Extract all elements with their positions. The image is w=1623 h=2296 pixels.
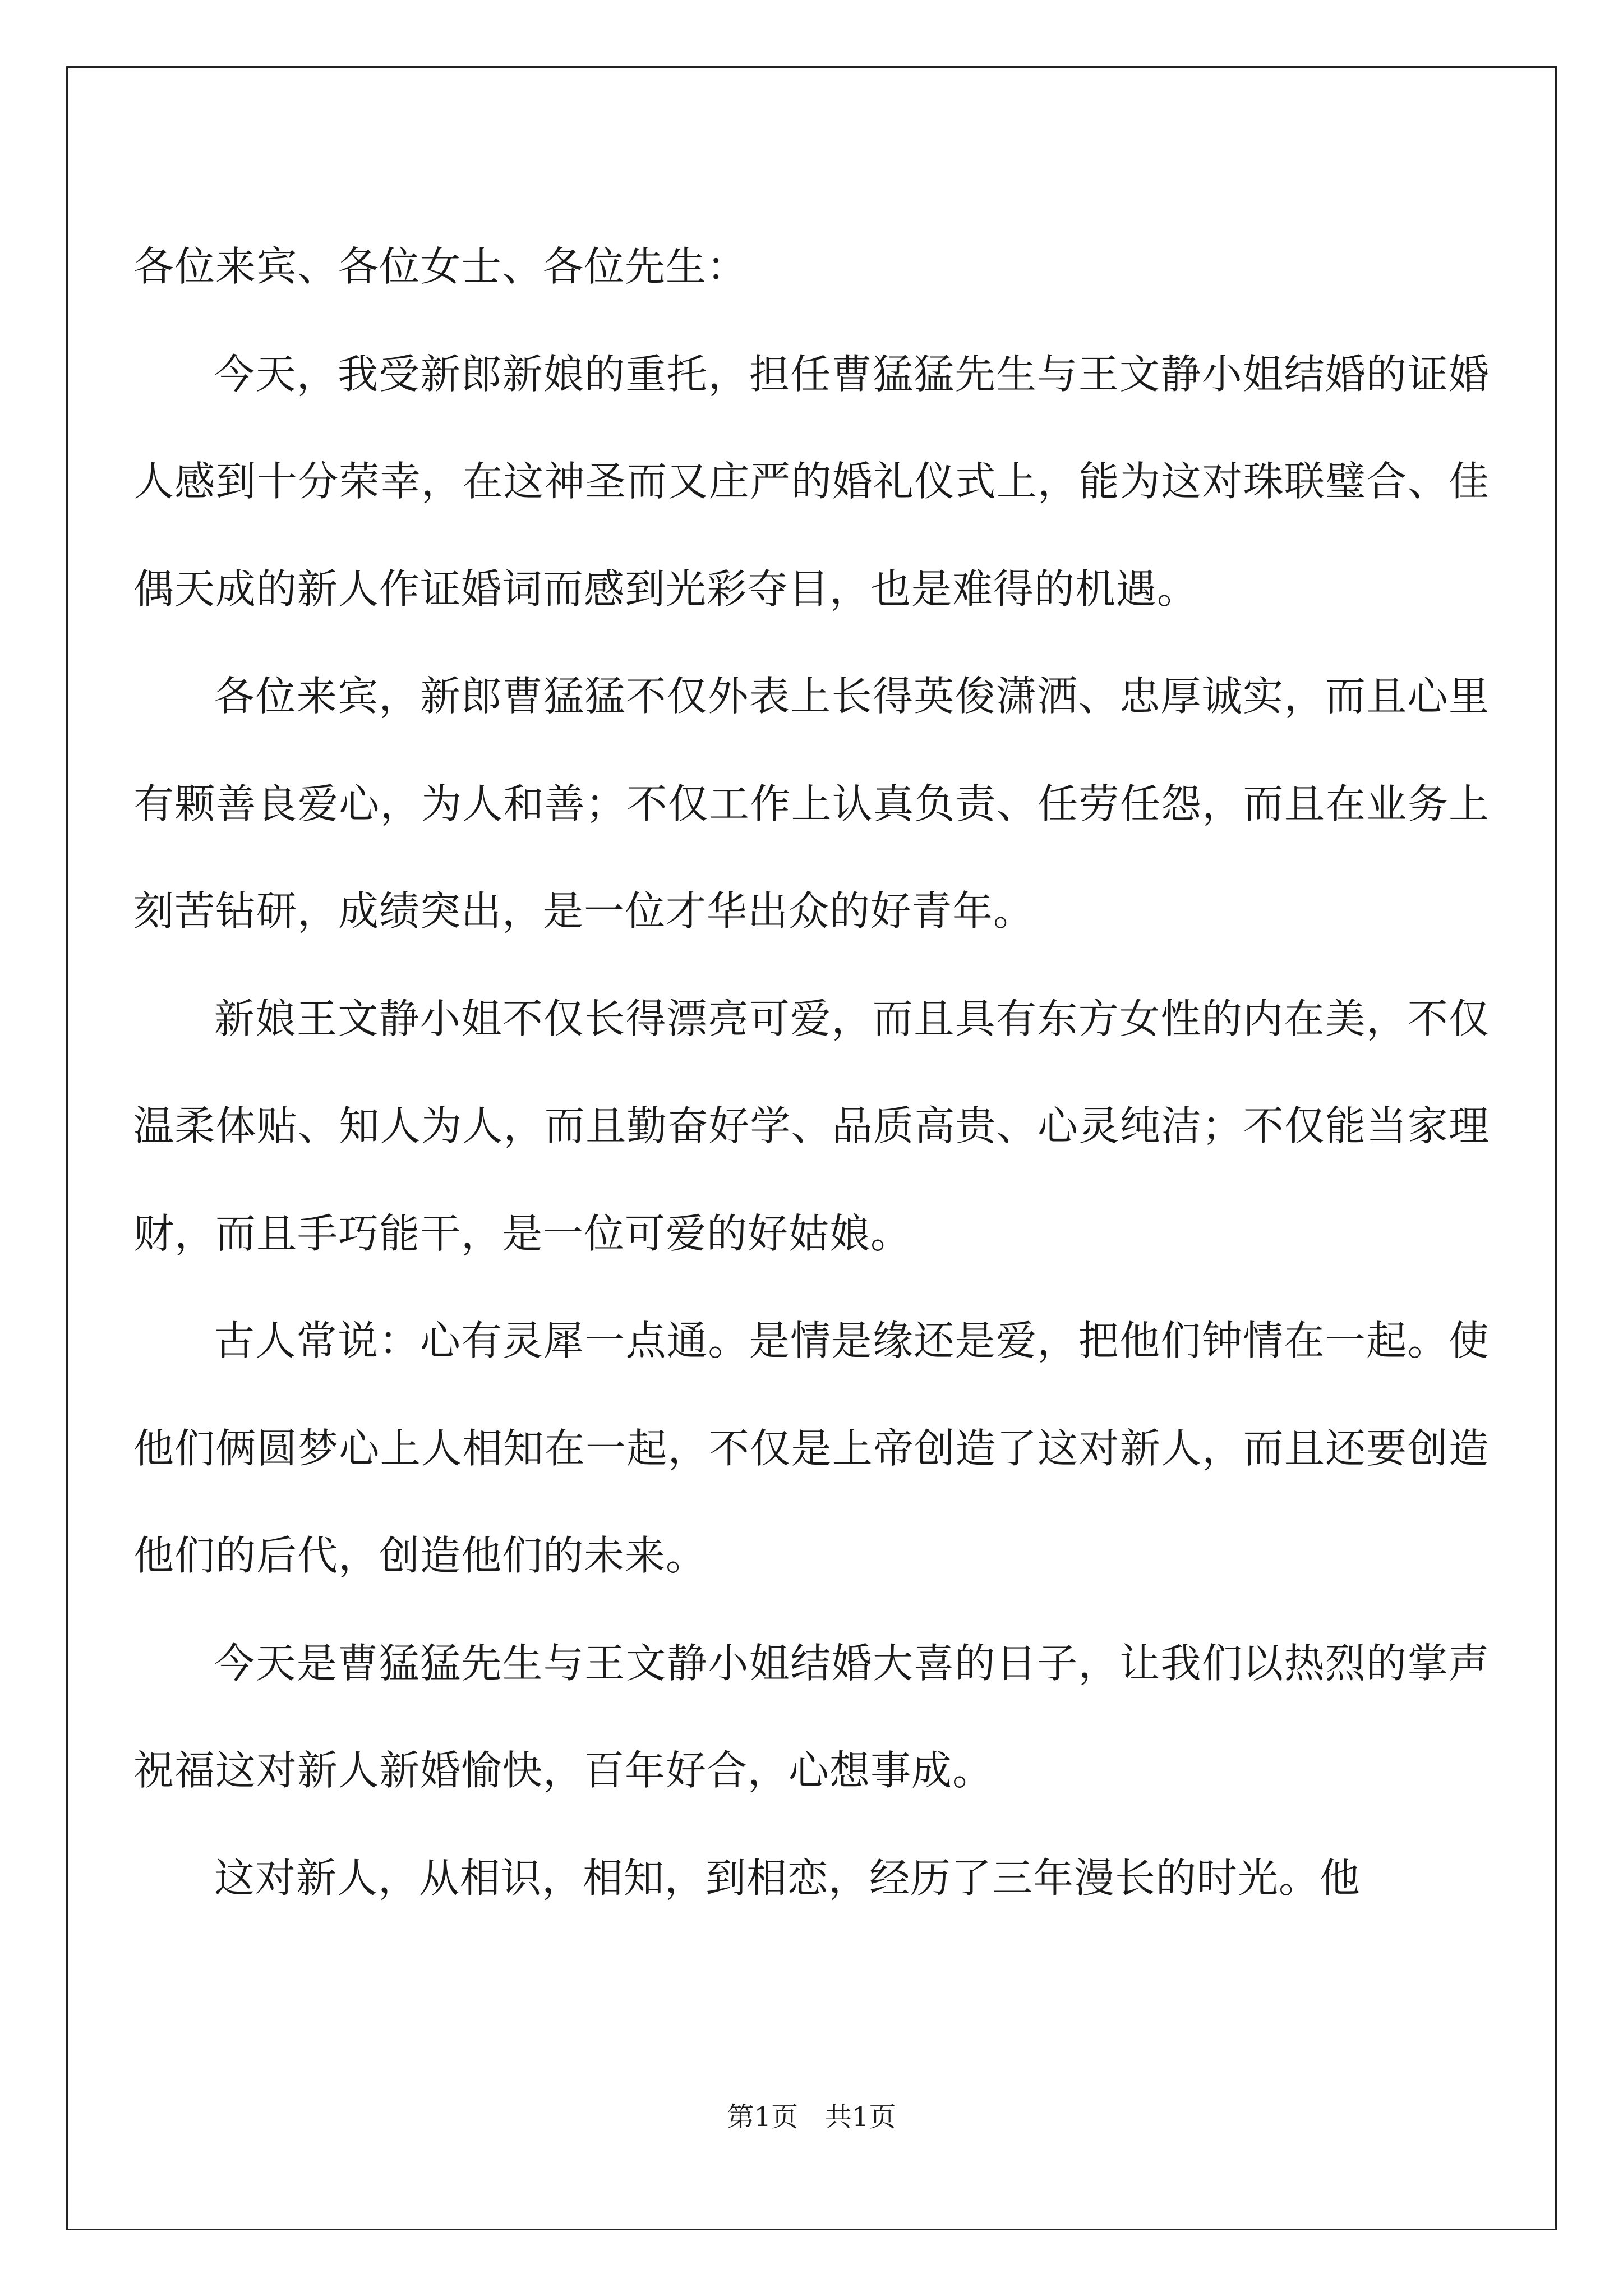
paragraph-4: 古人常说：心有灵犀一点通。是情是缘还是爱，把他们钟情在一起。使他们俩圆梦心上人相知在一起，不仅是上帝创造了这对新人，而且还要创造他们的后代，创造他们的未来。 (133, 1317, 1490, 1579)
paragraph-6: 这对新人，从相识，相知，到相恋，经历了三年漫长的时光。他 (214, 1854, 1361, 1902)
paragraph-1: 今天，我受新郎新娘的重托，担任曹猛猛先生与王文静小姐结婚的证婚人感到十分荣幸，在这神圣而又庄严的婚礼仪式上，能为这对珠联璧合、佳偶天成的新人作证婚词而感到光彩夺目，也是难得的机遇。 (133, 350, 1490, 613)
paragraph-3: 新娘王文静小姐不仅长得漂亮可爱，而且具有东方女性的内在美，不仅温柔体贴、知人为人，而且勤奋好学、品质高贵、心灵纯洁；不仅能当家理财，而且手巧能干，是一位可爱的好姑娘。 (133, 995, 1490, 1257)
document-body (133, 213, 1490, 1932)
paragraph-2: 各位来宾，新郎曹猛猛不仅外表上长得英俊潇洒、忠厚诚实，而且心里有颗善良爱心，为人和善；不仅工作上认真负责、任劳任怨，而且在业务上刻苦钻研，成绩突出，是一位才华出众的好青年。 (133, 673, 1490, 935)
salutation: 各位来宾、各位女士、各位先生： (133, 243, 748, 290)
page-number-footer: 第1页 共1页 (727, 2101, 896, 2133)
paragraph-5: 今天是曹猛猛先生与王文静小姐结婚大喜的日子，让我们以热烈的掌声祝福这对新人新婚愉快，百年好合，心想事成。 (133, 1639, 1490, 1794)
